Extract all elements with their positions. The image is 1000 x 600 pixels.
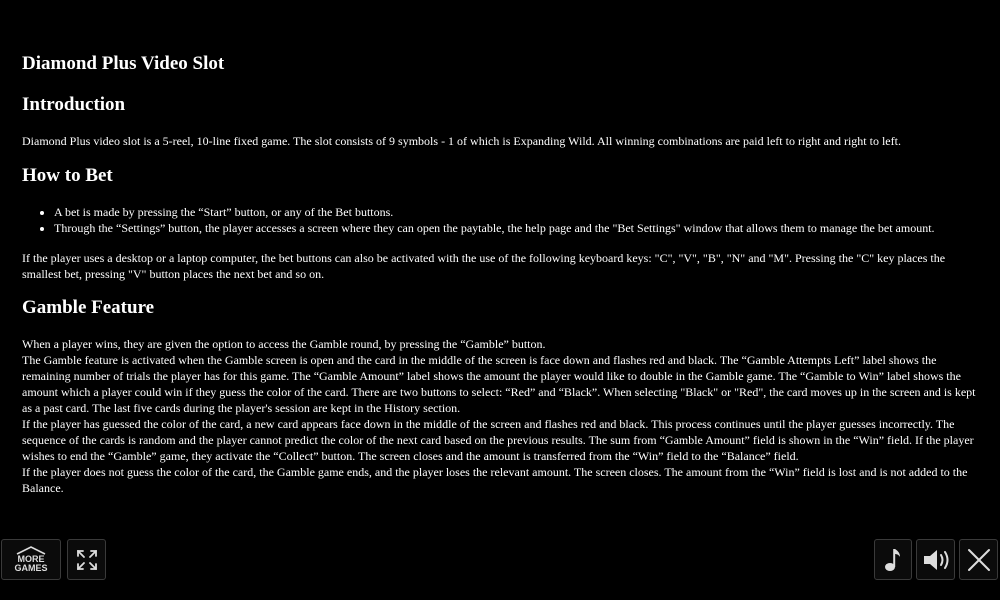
gamble-paragraph: When a player wins, they are given the option to access the Gamble round, by pressing the “Gamble” button. [22,337,546,351]
more-games-label-line2: GAMES [14,563,48,573]
music-toggle-button[interactable] [874,539,912,580]
gamble-paragraph: If the player has guessed the color of the card, a new card appears face down in the middle of the screen and flashes red and black. This process continues until the player guesses incorrectly. The sequence of the cards is random and the player cannot predict the color of the next card based on the previous results. The sum from “Gamble Amount” field is shown in the “Win” field. If the player wishes to end the “Gamble” game, they activate the “Collect” button. The screen closes and the amount is transferred from the “Win” field to the “Balance” field. [22,417,974,463]
gamble-feature-text [22,336,978,496]
introduction-heading: Introduction [22,94,126,115]
list-item: • Through the “Settings” button, the player accesses a screen where they can open the paytable, the help page and the "Bet Settings" window that allows them to manage the bet amount. [54,220,978,236]
gamble-paragraph: If the player does not guess the color of the card, the Gamble game ends, and the player loses the relevant amount. The screen closes. The amount from the “Win” field is lost and is not added to the Balance. [22,465,968,495]
list-item: • A bet is made by pressing the “Start” button, or any of the Bet buttons. [54,204,978,220]
keyboard-keys-text: If the player uses a desktop or a laptop computer, the bet buttons can also be activated with the use of the following keyboard keys: "C", "V", "B", "N" and "M". Pressing the "C" key places the smallest bet, pressing "V" button places the next bet and so on. [22,251,946,281]
more-games-button[interactable] [1,539,61,580]
how-to-bet-heading: How to Bet [22,165,113,186]
help-content [22,52,978,496]
gamble-feature-heading: Gamble Feature [22,297,155,318]
music-note-icon [882,547,904,573]
fullscreen-icon [75,548,99,572]
close-button[interactable] [959,539,998,580]
how-to-bet-list [22,204,978,236]
introduction-text: Diamond Plus video slot is a 5-reel, 10-line fixed game. The slot consists of 9 symbols - 1 of which is Expanding Wild. All winning combinations are paid left to right and right to left. [22,134,901,148]
more-games-label-line1: MORE [17,554,45,564]
gamble-paragraph: The Gamble feature is activated when the Gamble screen is open and the card in the middle of the screen is face down and flashes red and black. The “Gamble Attempts Left” label shows the remaining number of trials the player has for this game. The “Gamble Amount” label shows the amount the player would like to double in the Gamble game. The “Gamble to Win” label shows the amount which a player could win if they guess the color of the card. There are two buttons to select: “Red” and “Black”. When selecting "Black" or "Red", the card moves up in the screen and is kept as a past card. The last five cards during the player's session are kept in the History section. [22,353,976,415]
page-title: Diamond Plus Video Slot [22,53,225,74]
sound-toggle-button[interactable] [916,539,955,580]
fullscreen-button[interactable] [67,539,106,580]
close-icon [966,547,992,573]
speaker-icon [921,547,951,573]
